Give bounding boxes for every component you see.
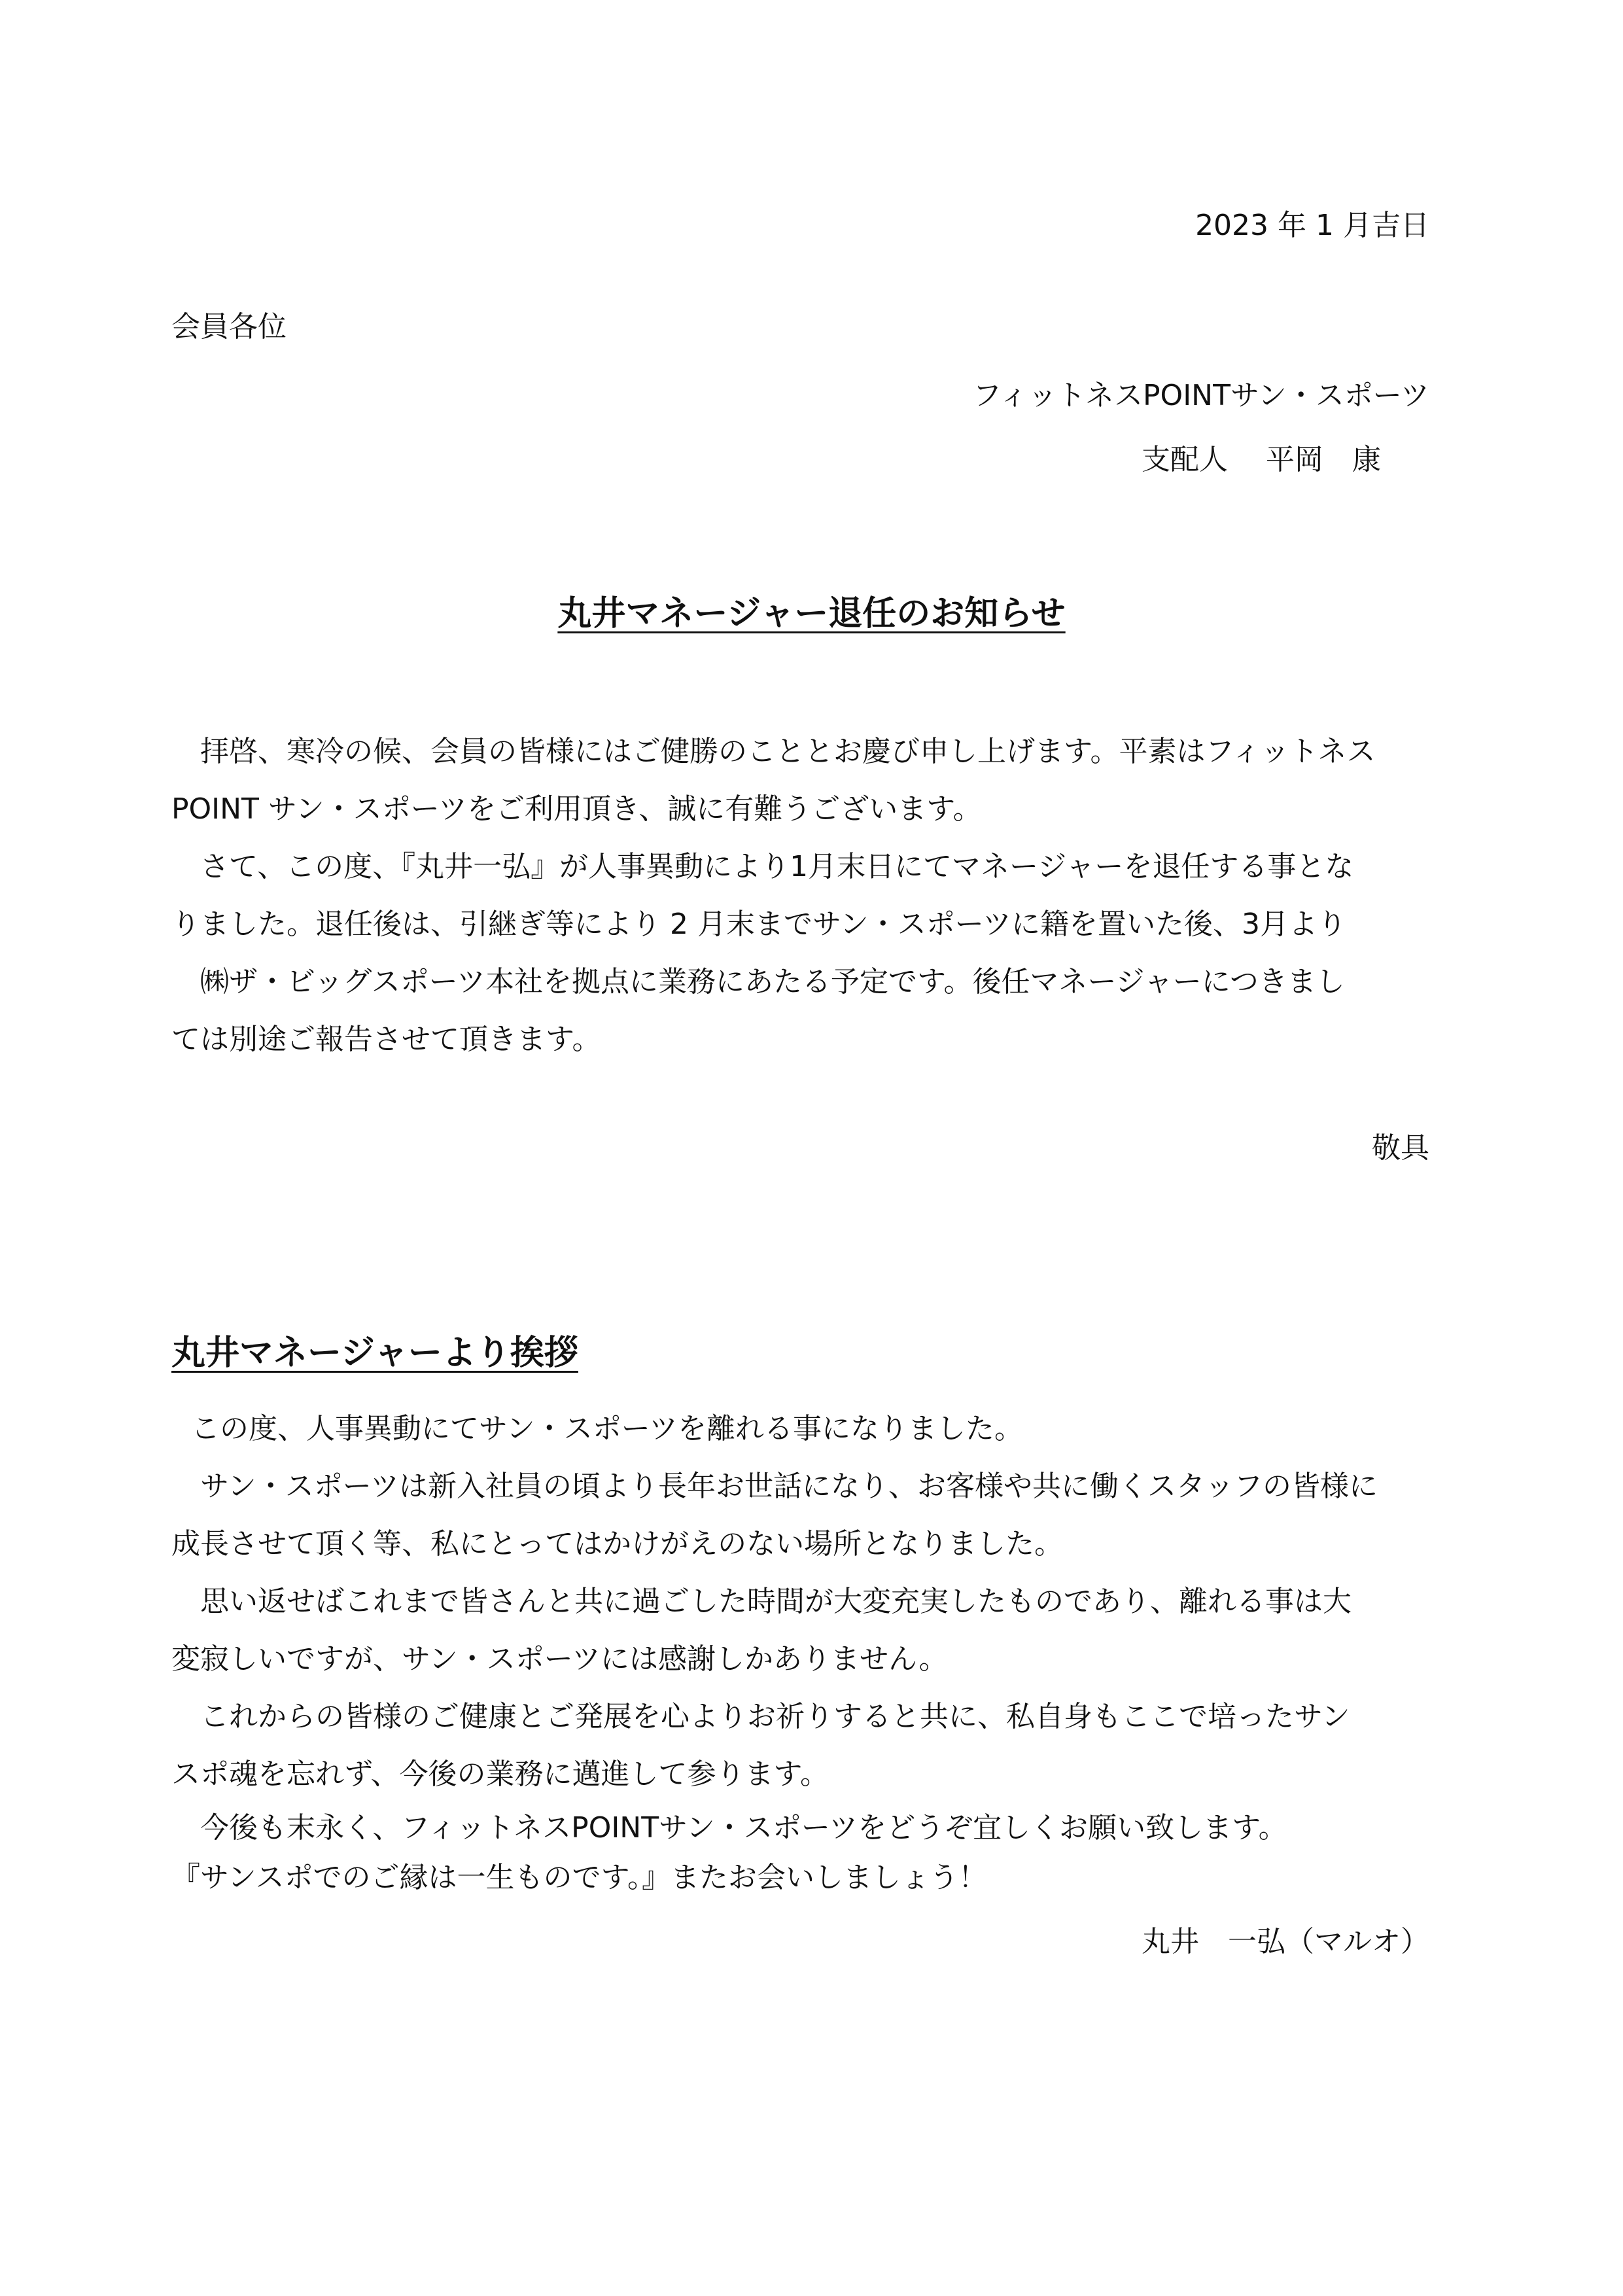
notice-title: 丸井マネージャー退任のお知らせ [557,594,1066,633]
greeting-line-7: スポ魂を忘れず、今後の業務に邁進して参ります。 [171,1757,829,1791]
greeting-line-1: この度、人事異動にてサン・スポーツを離れる事になりました。 [191,1412,1024,1445]
notice-body [171,723,1427,1069]
notice-closing: 敬具 [1372,1131,1429,1165]
recipient-line: 会員各位 [171,310,287,344]
greeting-line-8: 今後も末永く、フィットネスPOINTサン・スポーツをどうぞ宜しくお願い致します。 [200,1811,1287,1845]
greeting-line-6: これからの皆様のご健康とご発展を心よりお祈りすると共に、私自身もここで培ったサン [200,1700,1350,1733]
greeting-line-9: 『サンスポでのご縁は一生ものです。』またお会いしましょう！ [171,1861,987,1894]
greeting-line-5: 変寂しいですが、サン・スポーツには感謝しかありません。 [171,1642,948,1676]
notice-line-2: POINT サン・スポーツをご利用頂き、誠に有難うございます。 [171,792,982,826]
notice-line-1: 拝啓、寒冷の候、会員の皆様にはご健勝のこととお慶び申し上げます。平素はフィットネス [200,735,1376,768]
greeting-line-2: サン・スポーツは新入社員の頃より長年お世話になり、お客様や共に働くスタッフの皆様に [200,1470,1378,1503]
greeting-line-4: 思い返せばこれまで皆さんと共に過ごした時間が大変充実したものであり、離れる事は大 [200,1585,1352,1618]
greeting-signature: 丸井 一弘（マルオ） [1142,1925,1429,1958]
greeting-title: 丸井マネージャーより挨拶 [171,1333,578,1373]
letter-date: 2023 年 1 月吉日 [1195,209,1429,242]
sender-name: 支配人 平岡 康 [1142,443,1381,476]
notice-line-4: りました。退任後は、引継ぎ等により 2 月末までサン・スポーツに籍を置いた後、3月より [171,908,1346,941]
sender-organization: フィットネスPOINTサン・スポーツ [972,379,1429,412]
notice-line-3: さて、この度、『丸井一弘』が人事異動により1月末日にてマネージャーを退任する事とな [200,850,1354,883]
greeting-body [171,1400,1427,1903]
notice-line-6: ては別途ご報告させて頂きます。 [171,1023,601,1056]
notice-line-5: ㈱ザ・ビッグスポーツ本社を拠点に業務にあたる予定です。後任マネージャーにつきまし [200,965,1345,998]
greeting-line-3: 成長させて頂く等、私にとってはかけがえのない場所となりました。 [171,1527,1064,1561]
